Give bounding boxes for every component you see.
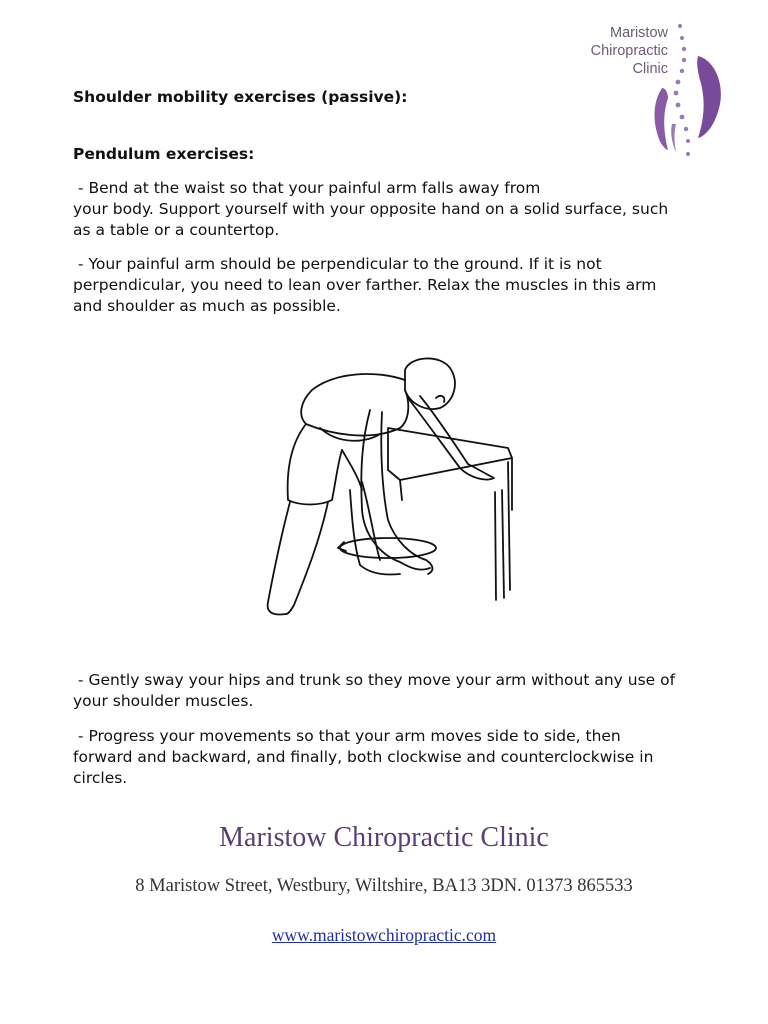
text-line: - Progress your movements so that your arm moves side to side, then: [73, 727, 621, 745]
text-line: - Your painful arm should be perpendicular to the ground. If it is not: [73, 255, 602, 273]
text-line: - Gently sway your hips and trunk so they move your arm without any use of: [73, 671, 676, 689]
footer-address: 8 Maristow Street, Westbury, Wiltshire, BA13 3DN. 01373 865533: [135, 876, 633, 896]
text-line: forward and backward, and finally, both clockwise and counterclockwise in: [73, 748, 654, 766]
text-line: circles.: [73, 769, 128, 787]
page-title: Shoulder mobility exercises (passive):: [73, 88, 408, 106]
text-line: perpendicular, you need to lean over farther. Relax the muscles in this arm: [73, 276, 657, 294]
instruction-paragraph-4: [73, 726, 713, 789]
section-title: Pendulum exercises:: [73, 145, 255, 163]
pendulum-exercise-figure: [250, 350, 520, 625]
instruction-paragraph-1: [73, 178, 713, 241]
footer-clinic-name: Maristow Chiropractic Clinic: [219, 822, 549, 853]
spine-logo-icon: [640, 20, 725, 165]
logo-line-2: Chiropractic: [590, 43, 668, 59]
website-link[interactable]: www.maristowchiropractic.com: [271, 925, 497, 945]
text-line: your body. Support yourself with your opposite hand on a solid surface, such: [73, 200, 669, 218]
instruction-paragraph-2: [73, 254, 713, 317]
logo-line-1: Maristow: [609, 25, 668, 41]
text-line: and shoulder as much as possible.: [73, 297, 341, 315]
logo-line-3: Clinic: [632, 61, 668, 77]
text-line: your shoulder muscles.: [73, 692, 254, 710]
text-line: - Bend at the waist so that your painful arm falls away from: [73, 179, 541, 197]
instruction-paragraph-3: [73, 670, 713, 712]
text-line: as a table or a countertop.: [73, 221, 280, 239]
